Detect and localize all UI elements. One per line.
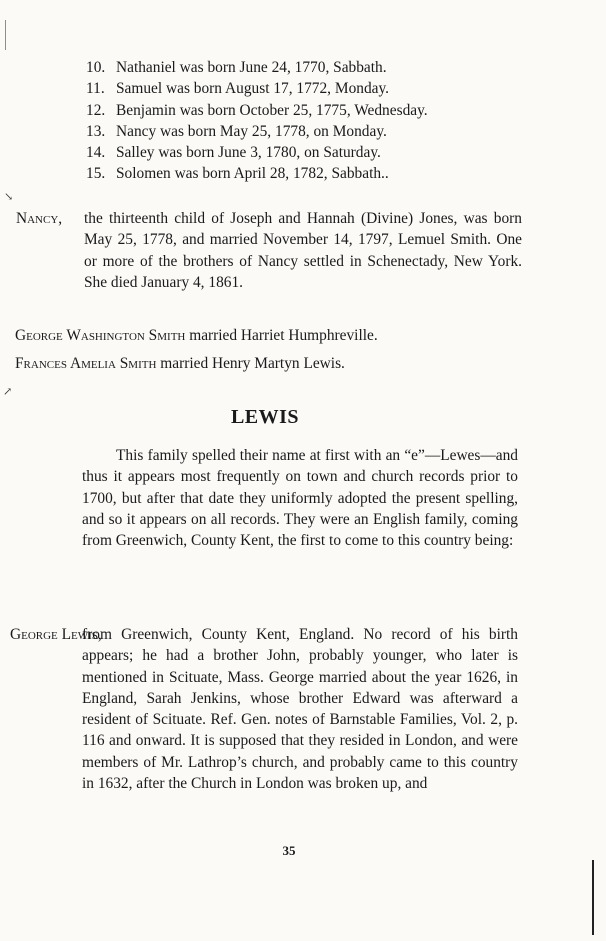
entry-text: the thirteenth child of Joseph and Hannah (Divine) Jones, was born May 25, 1778, and married November 14, 1797, Lemuel Smith. One or more of the brothers of Nancy settled in Schenectady, New York. She died January 4, 1861. [84,210,522,291]
entry-frances-amelia-smith [15,353,535,374]
item-text: Benjamin was born October 25, 1775, Wednesday. [116,101,428,119]
list-item [86,163,428,184]
list-item [86,57,428,78]
entry-george-washington-smith [15,325,535,346]
margin-mark-icon: ↘ [4,191,14,203]
page-number: 35 [282,843,296,858]
item-number: 14. [86,144,106,162]
entry-text: married Harriet Humphreville. [189,327,378,344]
entry-name: George Washington Smith [15,327,186,344]
item-number: 13. [86,122,106,140]
list-item [86,142,428,163]
item-text: Nancy was born May 25, 1778, on Monday. [116,122,387,140]
entry-name: Nancy, [16,210,63,227]
item-text: Nathaniel was born June 24, 1770, Sabbath. [116,59,387,76]
entry-text: married Henry Martyn Lewis. [160,355,345,372]
page-edge-line [592,860,594,935]
entry-text: from Greenwich, County Kent, England. No record of his birth appears; he had a brother John, probably younger, who later is mentioned in Scituate, Mass. George married about the year 1626, in England, Sarah Jenkins, whose brother Edward was afterward a resident of Scituate. Ref. Gen. notes of Barnstable Families, Vol. 2, p. 116 and onward. It is supposed that they resided in London, and were members of Mr. Lathrop’s church, and probably came to this country in 1632, after the Church in London was broken up, and [82,626,518,793]
entry-name: Frances Amelia Smith [15,355,157,372]
list-item [86,121,428,142]
entry-nancy [16,208,522,291]
entry-george-lewis [10,624,518,793]
item-number: 12. [86,101,106,119]
margin-mark-icon: ↗ [3,386,13,398]
list-item [86,100,428,121]
item-text: Solomen was born April 28, 1782, Sabbath.. [116,165,389,183]
entry-name: George Lewis, [10,626,102,643]
item-number: 15. [86,165,106,183]
margin-rule [5,20,6,50]
item-number: 11. [86,80,105,98]
item-text: Samuel was born August 17, 1772, Monday. [116,80,390,98]
birth-list [86,57,428,185]
intro-paragraph: This family spelled their name at first with an “e”—Lewes—and thus it appears most frequently on town and church records prior to 1700, but after that date they uniformly adopted the present spelling, and so it appears on all records. They were an English family, coming from Greenwich, County Kent, the first to come to this country being: [82,447,518,550]
section-title: LEWIS [230,406,300,428]
list-item [86,78,428,99]
item-text: Salley was born June 3, 1780, on Saturday. [116,144,381,162]
item-number: 10. [86,59,106,76]
